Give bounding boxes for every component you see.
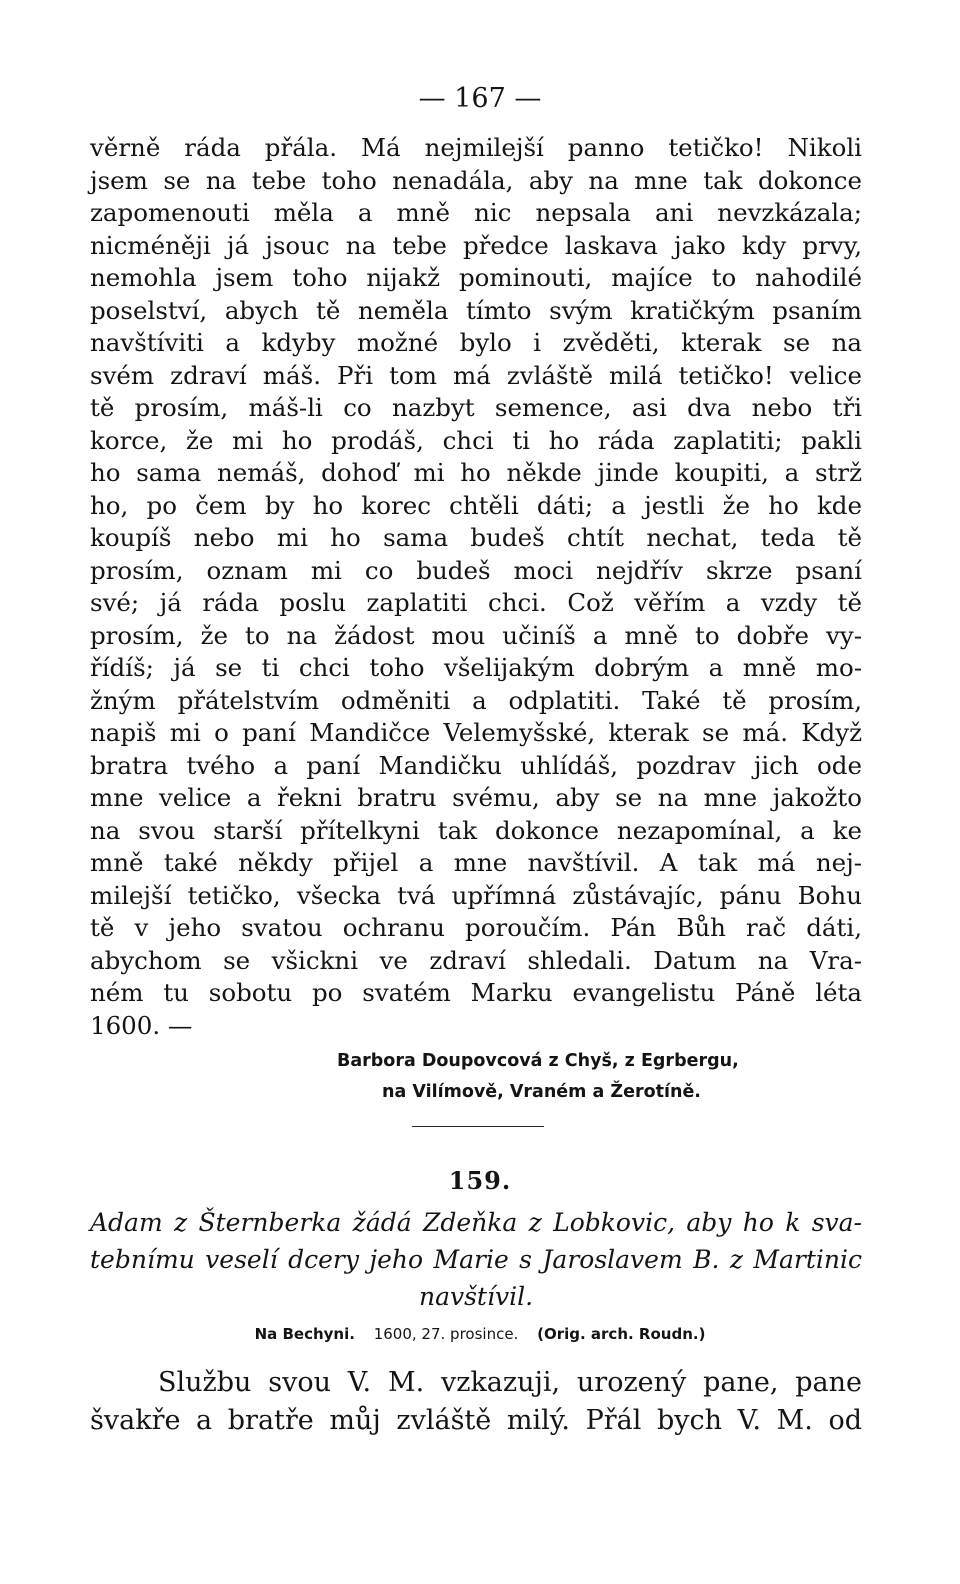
letter-body	[90, 132, 862, 1042]
text-line: navštíviti a kdyby možné bylo i zvěděti, kterak se na	[90, 328, 862, 357]
text-line: švakře a bratře můj zvláště milý. Přál bych V. M. od	[90, 1405, 862, 1436]
text-line: ho sama nemáš, dohoď mi ho někde jinde koupiti, a strž	[90, 458, 862, 487]
text-line: své; já ráda poslu zaplatiti chci. Což věřím a vzdy tě	[90, 588, 862, 617]
text-line: na svou starší přítelkyni tak dokonce nezapomínal, a ke	[90, 815, 862, 845]
dateline-source: (Orig. arch. Roudn.)	[537, 1325, 706, 1343]
letter-number: 159.	[448, 1166, 512, 1195]
text-line: milejší tetičko, všecka tvá upřímná zůstávajíc, pánu Bohu	[90, 880, 862, 910]
text-line: prosím, oznam mi co budeš moci nejdřív skrze psaní	[90, 555, 862, 585]
heading-line: navštívil.	[418, 1282, 534, 1311]
signature-line: na Vilímově, Vraném a Žerotíně.	[382, 1082, 701, 1102]
text-line: bratra tvého a paní Mandičku uhlídáš, pozdrav jich ode	[90, 750, 862, 780]
text-line: ho, po čem by ho korec chtěli dáti; a jestli že ho kde	[90, 490, 862, 520]
text-line: prosím, že to na žádost mou učiníš a mně to dobře vy-	[90, 620, 862, 650]
text-line: jsem se na tebe toho nenadála, aby na mne tak dokonce	[90, 165, 862, 195]
text-line: 1600. —	[90, 1010, 193, 1040]
dateline-date: 1600, 27. prosince.	[373, 1325, 519, 1343]
text-line: zapomenouti měla a mně nic nepsala ani nevzkázala;	[90, 198, 862, 227]
text-line: věrně ráda přála. Má nejmilejší panno tetičko! Nikoli	[90, 133, 862, 162]
dateline-place: Na Bechyni.	[254, 1325, 355, 1343]
text-line: ném tu sobotu po svatém Marku evangelistu Páně léta	[90, 978, 862, 1007]
text-line: řídíš; já se ti chci toho všelijakým dobrým a mně mo-	[90, 653, 862, 682]
text-line: tě v jeho svatou ochranu poroučím. Pán Bůh rač dáti,	[90, 913, 862, 942]
section-divider	[412, 1126, 544, 1127]
heading-line: tebnímu veselí dcery jeho Marie s Jaroslavem B. z Martinic	[90, 1245, 862, 1274]
text-line: mně také někdy přijel a mne navštívil. A tak má nej-	[90, 848, 862, 877]
text-line: nicméněji já jsouc na tebe předce laskava jako kdy prvy,	[90, 230, 862, 260]
signature	[0, 1046, 960, 1108]
text-line: abychom se všickni ve zdraví shledali. Datum na Vra-	[90, 945, 862, 975]
page-number: — 167 —	[418, 83, 542, 114]
signature-line: Barbora Doupovcová z Chyš, z Egrbergu,	[337, 1051, 739, 1071]
text-line: Službu svou V. M. vzkazuji, urozený pane, pane	[158, 1367, 862, 1398]
dateline	[0, 1322, 960, 1346]
heading-line: Adam z Šternberka žádá Zdeňka z Lobkovic, aby ho k sva-	[90, 1208, 862, 1237]
text-line: svém zdraví máš. Při tom má zvláště milá tetičko! velice	[90, 360, 862, 390]
text-line: koupíš nebo mi ho sama budeš chtít nechat, teda tě	[90, 523, 862, 552]
text-line: tě prosím, máš-li co nazbyt semence, asi dva nebo tři	[90, 393, 862, 422]
second-letter-body	[90, 1364, 862, 1440]
text-line: poselství, abych tě neměla tímto svým kratičkým psaním	[90, 295, 862, 325]
text-line: žným přátelstvím odměniti a odplatiti. Také tě prosím,	[90, 685, 862, 715]
text-line: korce, že mi ho prodáš, chci ti ho ráda zaplatiti; pakli	[90, 425, 862, 455]
text-line: nemohla jsem toho nijakž pominouti, majíce to nahodilé	[90, 263, 862, 292]
text-line: mne velice a řekni bratru svému, aby se na mne jakožto	[90, 783, 862, 812]
letter-heading	[90, 1204, 862, 1315]
text-line: napiš mi o paní Mandičce Velemyšské, kterak se má. Když	[90, 718, 862, 747]
